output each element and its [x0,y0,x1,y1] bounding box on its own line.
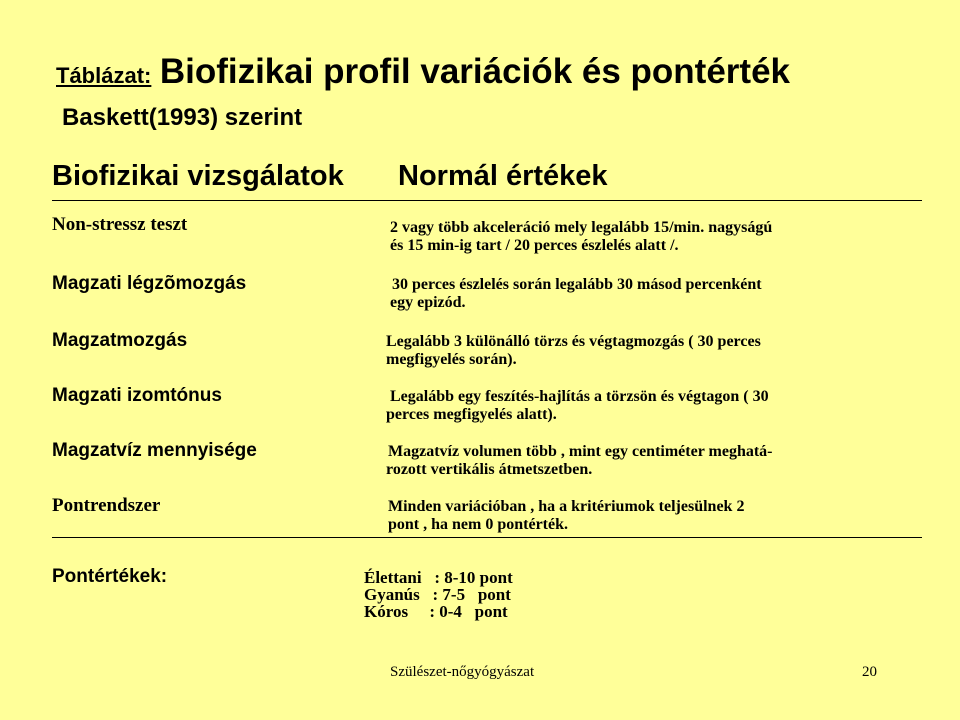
row-desc-line: perces megfigyelés alatt). [386,406,557,423]
column-header-tests: Biofizikai vizsgálatok [52,160,344,192]
row-desc-line: Minden variációban , ha a kritériumok teljesülnek 2 [388,498,745,515]
scores-list [364,569,513,620]
row-desc-line: rozott vertikális átmetszetben. [386,461,593,478]
row-desc-tone [386,388,769,424]
row-desc-scoring [388,498,744,534]
scores-label: Pontértékek: [52,566,168,587]
footer-divider [52,537,922,538]
slide-title [56,52,790,92]
score-item: Gyanús : 7-5 pont [364,585,511,604]
row-desc-line: és 15 min-ig tart / 20 perces észlelés alatt /. [390,237,679,254]
row-desc-line: Legalább egy feszítés-hajlítás a törzsön és végtagon ( 30 [390,388,769,405]
row-label-scoring: Pontrendszer [52,495,161,516]
score-item: Kóros : 0-4 pont [364,602,508,621]
column-header-normal-values: Normál értékek [398,160,608,192]
row-desc-line: Magzatvíz volumen több , mint egy centiméter meghatá- [388,443,773,460]
row-desc-line: Legalább 3 különálló törzs és végtagmozgás ( 30 perces [386,333,761,350]
footer-text: Szülészet-nőgyógyászat [390,664,535,680]
header-divider [52,200,922,201]
title-main: Biofizikai profil variációk és pontérték [159,52,791,91]
row-desc-line: 2 vagy több akceleráció mely legalább 15/min. nagyságú [390,219,773,236]
slide-subtitle: Baskett(1993) szerint [62,104,303,131]
row-label-breathing: Magzati légzõmozgás [52,273,247,294]
row-desc-line: egy epizód. [390,294,466,311]
score-item: Élettani : 8-10 pont [364,568,513,587]
row-desc-line: 30 perces észlelés során legalább 30 másod percenként [392,276,762,293]
row-label-nonstress: Non-stressz teszt [52,214,188,235]
row-desc-nonstress [390,219,772,255]
row-desc-line: pont , ha nem 0 pontérték. [388,516,569,533]
page-number: 20 [862,664,877,680]
row-label-amniotic: Magzatvíz mennyisége [52,440,257,461]
row-label-tone: Magzati izomtónus [52,385,222,406]
row-label-movement: Magzatmozgás [52,330,188,351]
title-label: Táblázat: [56,63,152,88]
row-desc-line: megfigyelés során). [386,351,517,368]
row-desc-breathing [390,276,762,312]
row-desc-movement [386,333,761,369]
row-desc-amniotic [386,443,773,479]
